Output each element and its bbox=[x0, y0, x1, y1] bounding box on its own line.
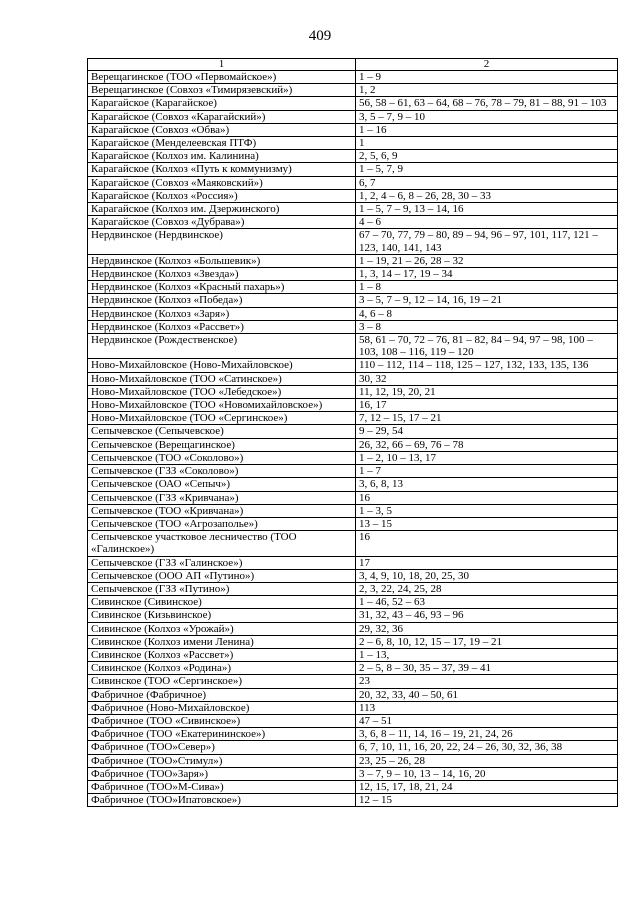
table-row bbox=[88, 741, 618, 754]
territory-cell: Фабричное (ТОО»Ипатовское») bbox=[88, 794, 356, 807]
table-row bbox=[88, 648, 618, 661]
plot-numbers-cell: 11, 12, 19, 20, 21 bbox=[356, 385, 618, 398]
territory-cell: Сивинское (Колхоз имени Ленина) bbox=[88, 635, 356, 648]
plot-numbers-cell: 47 – 51 bbox=[356, 714, 618, 727]
territory-cell: Карагайское (Колхоз им. Калинина) bbox=[88, 150, 356, 163]
territory-cell: Карагайское (Колхоз им. Дзержинского) bbox=[88, 203, 356, 216]
territory-cell: Сивинское (ТОО «Сергинское») bbox=[88, 675, 356, 688]
plot-numbers-cell: 3 – 7, 9 – 10, 13 – 14, 16, 20 bbox=[356, 767, 618, 780]
table-row bbox=[88, 425, 618, 438]
territory-cell: Ново-Михайловское (ТОО «Новомихайловское») bbox=[88, 399, 356, 412]
plot-numbers-cell: 12 – 15 bbox=[356, 794, 618, 807]
plot-numbers-cell: 4, 6 – 8 bbox=[356, 307, 618, 320]
territory-cell: Нердвинское (Колхоз «Звезда») bbox=[88, 268, 356, 281]
table-row bbox=[88, 412, 618, 425]
plot-numbers-cell: 3, 6, 8, 13 bbox=[356, 478, 618, 491]
territory-cell: Фабричное (Фабричное) bbox=[88, 688, 356, 701]
territory-cell: Карагайское (Совхоз «Дубрава») bbox=[88, 216, 356, 229]
table-row bbox=[88, 294, 618, 307]
plot-numbers-cell: 2, 5, 6, 9 bbox=[356, 150, 618, 163]
table-row bbox=[88, 399, 618, 412]
table-row bbox=[88, 582, 618, 595]
plot-numbers-cell: 56, 58 – 61, 63 – 64, 68 – 76, 78 – 79, 81 – 88, 91 – 103 bbox=[356, 97, 618, 110]
table-row bbox=[88, 517, 618, 530]
territory-cell: Фабричное (ТОО «Сивинское») bbox=[88, 714, 356, 727]
territory-cell: Сепычевское участковое лесничество (ТОО «Галинское») bbox=[88, 531, 356, 556]
table-row bbox=[88, 701, 618, 714]
plot-numbers-cell: 16 bbox=[356, 531, 618, 556]
territory-cell: Карагайское (Совхоз «Обва») bbox=[88, 123, 356, 136]
plot-numbers-cell: 58, 61 – 70, 72 – 76, 81 – 82, 84 – 94, 97 – 98, 100 – 103, 108 – 116, 119 – 120 bbox=[356, 334, 618, 359]
territory-cell: Нердвинское (Колхоз «Победа») bbox=[88, 294, 356, 307]
plot-numbers-cell: 6, 7 bbox=[356, 176, 618, 189]
table-row bbox=[88, 451, 618, 464]
plot-numbers-cell: 1 – 2, 10 – 13, 17 bbox=[356, 451, 618, 464]
territory-cell: Карагайское (Карагайское) bbox=[88, 97, 356, 110]
table-row bbox=[88, 438, 618, 451]
plot-numbers-cell: 30, 32 bbox=[356, 372, 618, 385]
territory-cell: Сепычевское (ГЗЗ «Кривчана») bbox=[88, 491, 356, 504]
territory-cell: Фабричное (ТОО»Север») bbox=[88, 741, 356, 754]
table-row bbox=[88, 569, 618, 582]
territory-cell: Сепычевское (ООО АП «Путино») bbox=[88, 569, 356, 582]
territory-cell: Карагайское (Колхоз «Россия») bbox=[88, 189, 356, 202]
plot-numbers-cell: 3, 5 – 7, 9 – 10 bbox=[356, 110, 618, 123]
table-row bbox=[88, 556, 618, 569]
plot-numbers-cell: 2 – 6, 8, 10, 12, 15 – 17, 19 – 21 bbox=[356, 635, 618, 648]
plot-numbers-cell: 2 – 5, 8 – 30, 35 – 37, 39 – 41 bbox=[356, 662, 618, 675]
plot-numbers-cell: 1, 2, 4 – 6, 8 – 26, 28, 30 – 33 bbox=[356, 189, 618, 202]
territory-cell: Ново-Михайловское (ТОО «Сатинское») bbox=[88, 372, 356, 385]
table-row bbox=[88, 203, 618, 216]
table-row bbox=[88, 320, 618, 333]
table-row bbox=[88, 688, 618, 701]
table-row bbox=[88, 780, 618, 793]
table-row bbox=[88, 163, 618, 176]
table-row bbox=[88, 254, 618, 267]
plot-numbers-cell: 16, 17 bbox=[356, 399, 618, 412]
territory-cell: Сивинское (Сивинское) bbox=[88, 596, 356, 609]
page-number: 409 bbox=[308, 28, 332, 44]
table-row bbox=[88, 189, 618, 202]
table-row bbox=[88, 137, 618, 150]
plot-numbers-cell: 3, 4, 9, 10, 18, 20, 25, 30 bbox=[356, 569, 618, 582]
plot-numbers-cell: 1, 2 bbox=[356, 84, 618, 97]
table-row bbox=[88, 635, 618, 648]
territory-cell: Карагайское (Совхоз «Маяковский») bbox=[88, 176, 356, 189]
table-row bbox=[88, 97, 618, 110]
table-row bbox=[88, 307, 618, 320]
plot-numbers-cell: 1 – 13, bbox=[356, 648, 618, 661]
plot-numbers-cell: 29, 32, 36 bbox=[356, 622, 618, 635]
table-row bbox=[88, 504, 618, 517]
table-row bbox=[88, 465, 618, 478]
plot-numbers-cell: 1 bbox=[356, 137, 618, 150]
territory-cell: Верещагинское (Совхоз «Тимирязевский») bbox=[88, 84, 356, 97]
territory-cell: Сепычевское (ОАО «Сепыч») bbox=[88, 478, 356, 491]
table-row bbox=[88, 754, 618, 767]
territory-cell: Нердвинское (Рождественское) bbox=[88, 334, 356, 359]
plot-numbers-cell: 113 bbox=[356, 701, 618, 714]
territory-cell: Нердвинское (Колхоз «Заря») bbox=[88, 307, 356, 320]
table-row bbox=[88, 714, 618, 727]
column-header-2: 2 bbox=[356, 59, 618, 71]
territory-cell: Нердвинское (Колхоз «Большевик») bbox=[88, 254, 356, 267]
table-row bbox=[88, 609, 618, 622]
territory-cell: Сепычевское (ТОО «Соколово») bbox=[88, 451, 356, 464]
plot-numbers-cell: 1 – 9 bbox=[356, 71, 618, 84]
territory-cell: Нердвинское (Колхоз «Красный пахарь») bbox=[88, 281, 356, 294]
plot-numbers-cell: 3 – 8 bbox=[356, 320, 618, 333]
territory-cell: Сивинское (Колхоз «Родина») bbox=[88, 662, 356, 675]
territory-cell: Фабричное (ТОО»М-Сива») bbox=[88, 780, 356, 793]
territory-cell: Ново-Михайловское (ТОО «Сергинское») bbox=[88, 412, 356, 425]
table-row bbox=[88, 662, 618, 675]
territory-cell: Сепычевское (Сепычевское) bbox=[88, 425, 356, 438]
territory-cell: Фабричное (ТОО»Заря») bbox=[88, 767, 356, 780]
plot-numbers-cell: 110 – 112, 114 – 118, 125 – 127, 132, 133, 135, 136 bbox=[356, 359, 618, 372]
territory-cell: Ново-Михайловское (ТОО «Лебедское») bbox=[88, 385, 356, 398]
territory-cell: Сепычевское (Верещагинское) bbox=[88, 438, 356, 451]
plot-numbers-cell: 1 – 8 bbox=[356, 281, 618, 294]
table-row bbox=[88, 229, 618, 254]
plot-numbers-cell: 13 – 15 bbox=[356, 517, 618, 530]
territory-cell: Сивинское (Колхоз «Рассвет») bbox=[88, 648, 356, 661]
territory-cell: Сепычевское (ГЗЗ «Соколово») bbox=[88, 465, 356, 478]
territory-cell: Карагайское (Менделеевская ПТФ) bbox=[88, 137, 356, 150]
table-row bbox=[88, 84, 618, 97]
territory-cell: Фабричное (Ново-Михайловское) bbox=[88, 701, 356, 714]
land-plots-table bbox=[87, 58, 618, 807]
territory-cell: Карагайское (Колхоз «Путь к коммунизму) bbox=[88, 163, 356, 176]
territory-cell: Сепычевское (ГЗЗ «Путино») bbox=[88, 582, 356, 595]
plot-numbers-cell: 2, 3, 22, 24, 25, 28 bbox=[356, 582, 618, 595]
territory-cell: Фабричное (ТОО «Екатерининское») bbox=[88, 728, 356, 741]
plot-numbers-cell: 16 bbox=[356, 491, 618, 504]
table-header-row bbox=[88, 59, 618, 71]
table-row bbox=[88, 478, 618, 491]
table-row bbox=[88, 216, 618, 229]
territory-cell: Нердвинское (Колхоз «Рассвет») bbox=[88, 320, 356, 333]
plot-numbers-cell: 3, 6, 8 – 11, 14, 16 – 19, 21, 24, 26 bbox=[356, 728, 618, 741]
table-row bbox=[88, 767, 618, 780]
plot-numbers-cell: 67 – 70, 77, 79 – 80, 89 – 94, 96 – 97, 101, 117, 121 – 123, 140, 141, 143 bbox=[356, 229, 618, 254]
plot-numbers-cell: 1 – 19, 21 – 26, 28 – 32 bbox=[356, 254, 618, 267]
plot-numbers-cell: 23, 25 – 26, 28 bbox=[356, 754, 618, 767]
table-row bbox=[88, 150, 618, 163]
table-row bbox=[88, 596, 618, 609]
plot-numbers-cell: 20, 32, 33, 40 – 50, 61 bbox=[356, 688, 618, 701]
plot-numbers-cell: 31, 32, 43 – 46, 93 – 96 bbox=[356, 609, 618, 622]
table-row bbox=[88, 794, 618, 807]
table-row bbox=[88, 176, 618, 189]
plot-numbers-cell: 17 bbox=[356, 556, 618, 569]
territory-cell: Ново-Михайловское (Ново-Михайловское) bbox=[88, 359, 356, 372]
plot-numbers-cell: 9 – 29, 54 bbox=[356, 425, 618, 438]
territory-cell: Сепычевское (ТОО «Агрозаполье») bbox=[88, 517, 356, 530]
plot-numbers-cell: 12, 15, 17, 18, 21, 24 bbox=[356, 780, 618, 793]
plot-numbers-cell: 26, 32, 66 – 69, 76 – 78 bbox=[356, 438, 618, 451]
table-row bbox=[88, 281, 618, 294]
plot-numbers-cell: 1, 3, 14 – 17, 19 – 34 bbox=[356, 268, 618, 281]
plot-numbers-cell: 1 – 3, 5 bbox=[356, 504, 618, 517]
territory-cell: Сивинское (Кизьвинское) bbox=[88, 609, 356, 622]
plot-numbers-cell: 4 – 6 bbox=[356, 216, 618, 229]
table-row bbox=[88, 675, 618, 688]
plot-numbers-cell: 1 – 7 bbox=[356, 465, 618, 478]
table-row bbox=[88, 268, 618, 281]
territory-cell: Фабричное (ТОО»Стимул») bbox=[88, 754, 356, 767]
table-row bbox=[88, 372, 618, 385]
plot-numbers-cell: 1 – 5, 7, 9 bbox=[356, 163, 618, 176]
territory-cell: Сивинское (Колхоз «Урожай») bbox=[88, 622, 356, 635]
territory-cell: Нердвинское (Нердвинское) bbox=[88, 229, 356, 254]
plot-numbers-cell: 1 – 46, 52 – 63 bbox=[356, 596, 618, 609]
column-header-1: 1 bbox=[88, 59, 356, 71]
table-row bbox=[88, 622, 618, 635]
territory-cell: Сепычевское (ТОО «Кривчана») bbox=[88, 504, 356, 517]
territory-cell: Карагайское (Совхоз «Карагайский») bbox=[88, 110, 356, 123]
table-row bbox=[88, 110, 618, 123]
table-row bbox=[88, 491, 618, 504]
table-row bbox=[88, 123, 618, 136]
plot-numbers-cell: 6, 7, 10, 11, 16, 20, 22, 24 – 26, 30, 32, 36, 38 bbox=[356, 741, 618, 754]
table-row bbox=[88, 385, 618, 398]
table-row bbox=[88, 728, 618, 741]
plot-numbers-cell: 23 bbox=[356, 675, 618, 688]
plot-numbers-cell: 1 – 16 bbox=[356, 123, 618, 136]
plot-numbers-cell: 7, 12 – 15, 17 – 21 bbox=[356, 412, 618, 425]
territory-cell: Верещагинское (ТОО «Первомайское») bbox=[88, 71, 356, 84]
table-row bbox=[88, 531, 618, 556]
plot-numbers-cell: 1 – 5, 7 – 9, 13 – 14, 16 bbox=[356, 203, 618, 216]
plot-numbers-cell: 3 – 5, 7 – 9, 12 – 14, 16, 19 – 21 bbox=[356, 294, 618, 307]
table-row bbox=[88, 334, 618, 359]
table-row bbox=[88, 71, 618, 84]
table-row bbox=[88, 359, 618, 372]
territory-cell: Сепычевское (ГЗЗ «Галинское») bbox=[88, 556, 356, 569]
